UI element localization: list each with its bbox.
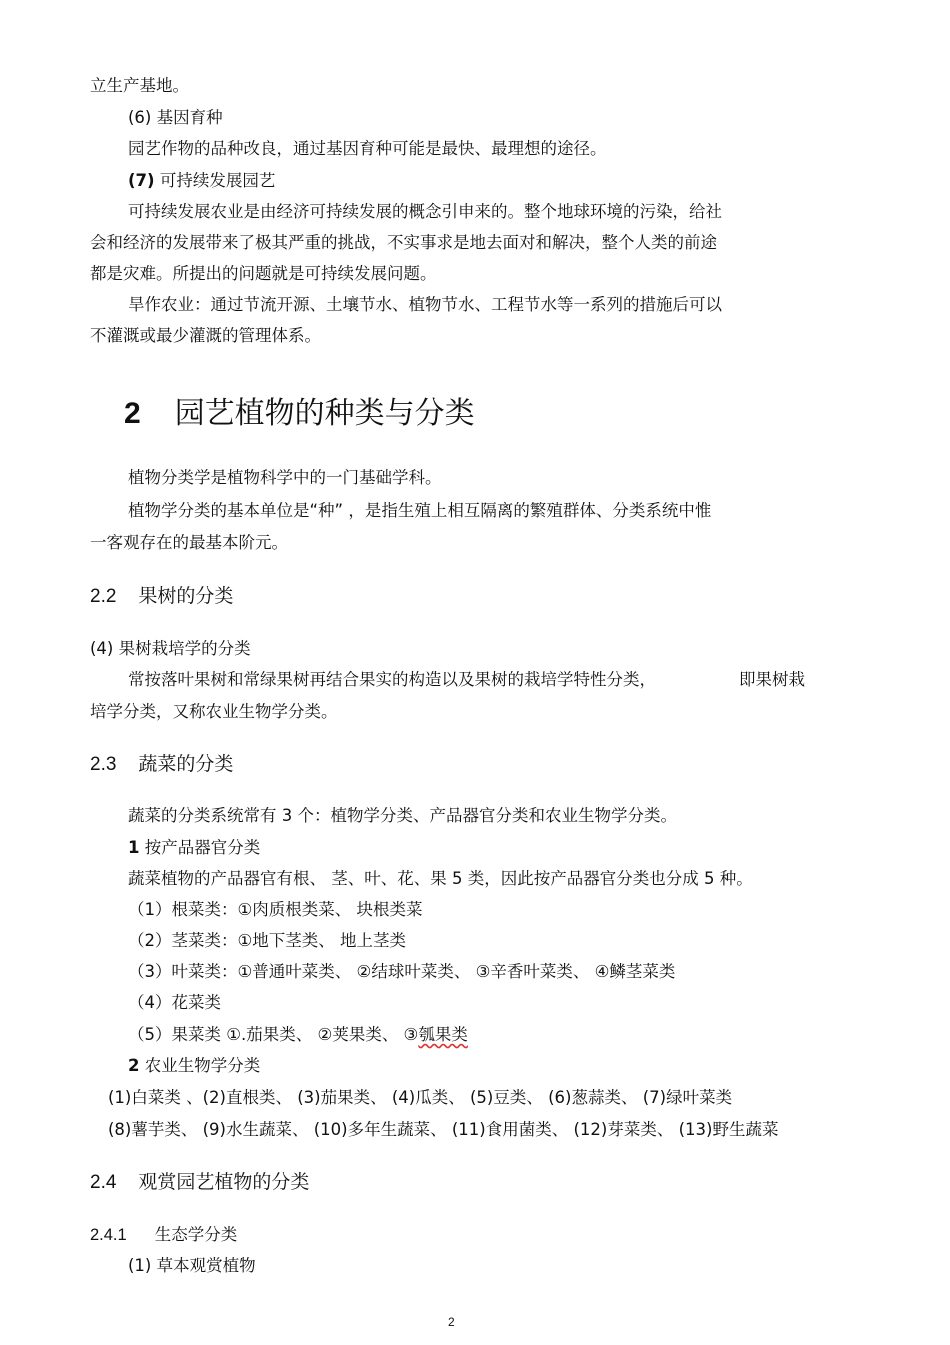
text-line: 可持续发展农业是由经济可持续发展的概念引申来的。整个地球环境的污染，给社 (128, 202, 722, 221)
list-number: (7) (128, 171, 155, 190)
page-number: 2 (448, 1315, 455, 1329)
text-line: 都是灾难。所提出的问题就是可持续发展问题。 (90, 264, 437, 283)
text-line: (8)薯芋类、 (9)水生蔬菜、 (10)多年生蔬菜、 (11)食用菌类、 (12)芽菜类、 (13)野生蔬菜 (108, 1120, 779, 1139)
subheading (128, 837, 260, 859)
subsection-heading (90, 1224, 237, 1246)
subheading-text: 按产品器官分类 (139, 838, 261, 857)
list-item: （3）叶菜类：①普通叶菜类、 ②结球叶菜类、 ③辛香叶菜类、 ④鳞茎菜类 (128, 962, 676, 981)
section-number: 2.2 (90, 586, 117, 607)
list-heading: (1) 草本观赏植物 (128, 1256, 256, 1275)
subheading-text: 农业生物学分类 (139, 1056, 261, 1075)
subheading-number: 2 (128, 1056, 140, 1075)
subheading-number: 1 (128, 838, 140, 857)
text-line: 会和经济的发展带来了极其严重的挑战，不实事求是地去面对和解决，整个人类的前途 (90, 233, 717, 252)
text-line: 立生产基地。 (90, 76, 189, 95)
chapter-heading (124, 394, 475, 434)
chapter-number: 2 (124, 397, 141, 430)
text-line: 植物分类学是植物科学中的一门基础学科。 (128, 468, 442, 487)
list-heading-text: 可持续发展园艺 (154, 171, 276, 190)
subheading (128, 1055, 260, 1077)
list-heading-6: (6) 基因育种 (128, 108, 223, 127)
chapter-title: 园艺植物的种类与分类 (174, 396, 475, 431)
list-item-text: （5）果菜类 ①.茄果类、 ②荚果类、 ③ (128, 1025, 419, 1044)
section-title: 蔬菜的分类 (138, 753, 234, 775)
section-number: 2.3 (90, 754, 117, 775)
section-number: 2.4 (90, 1172, 117, 1193)
text-line: 蔬菜植物的产品器官有根、 茎、叶、花、果 5 类，因此按产品器官分类也分成 5 种。 (128, 869, 753, 888)
text-line: 常按落叶果树和常绿果树再结合果实的构造以及果树的栽培学特性分类， (128, 670, 656, 689)
text-line: 蔬菜的分类系统常有 3 个：植物学分类、产品器官分类和农业生物学分类。 (128, 806, 677, 825)
spellcheck-underlined-word: 瓠果类 (418, 1025, 468, 1044)
text-line: 植物学分类的基本单位是“种” ，是指生殖上相互隔离的繁殖群体、分类系统中惟 (128, 501, 712, 520)
subsection-title: 生态学分类 (154, 1225, 238, 1244)
text-line: 一客观存在的最基本阶元。 (90, 533, 288, 552)
text-line: 培学分类，又称农业生物学分类。 (90, 702, 338, 721)
section-title: 观赏园艺植物的分类 (138, 1171, 310, 1193)
list-item: （1）根菜类：①肉质根类菜、 块根类菜 (128, 900, 423, 919)
section-heading (90, 583, 233, 610)
text-line: 旱作农业：通过节流开源、土壤节水、植物节水、工程节水等一系列的措施后可以 (128, 295, 722, 314)
section-heading (90, 751, 233, 778)
text-line: (1)白菜类 、(2)直根类、 (3)茄果类、 (4)瓜类、 (5)豆类、 (6)葱蒜类、 (7)绿叶菜类 (108, 1088, 733, 1107)
list-item: （4）花菜类 (128, 993, 221, 1012)
text-line: 园艺作物的品种改良，通过基因育种可能是最快、最理想的途径。 (128, 139, 607, 158)
text-line: 不灌溉或最少灌溉的管理体系。 (90, 326, 321, 345)
section-heading (90, 1169, 309, 1196)
text-line: 即果树栽 (739, 670, 805, 689)
list-heading: (4) 果树栽培学的分类 (90, 639, 251, 658)
list-item (128, 1024, 468, 1046)
subsection-number: 2.4.1 (90, 1226, 127, 1244)
list-item: （2）茎菜类：①地下茎类、 地上茎类 (128, 931, 407, 950)
list-heading-7 (128, 170, 275, 192)
section-title: 果树的分类 (138, 585, 234, 607)
